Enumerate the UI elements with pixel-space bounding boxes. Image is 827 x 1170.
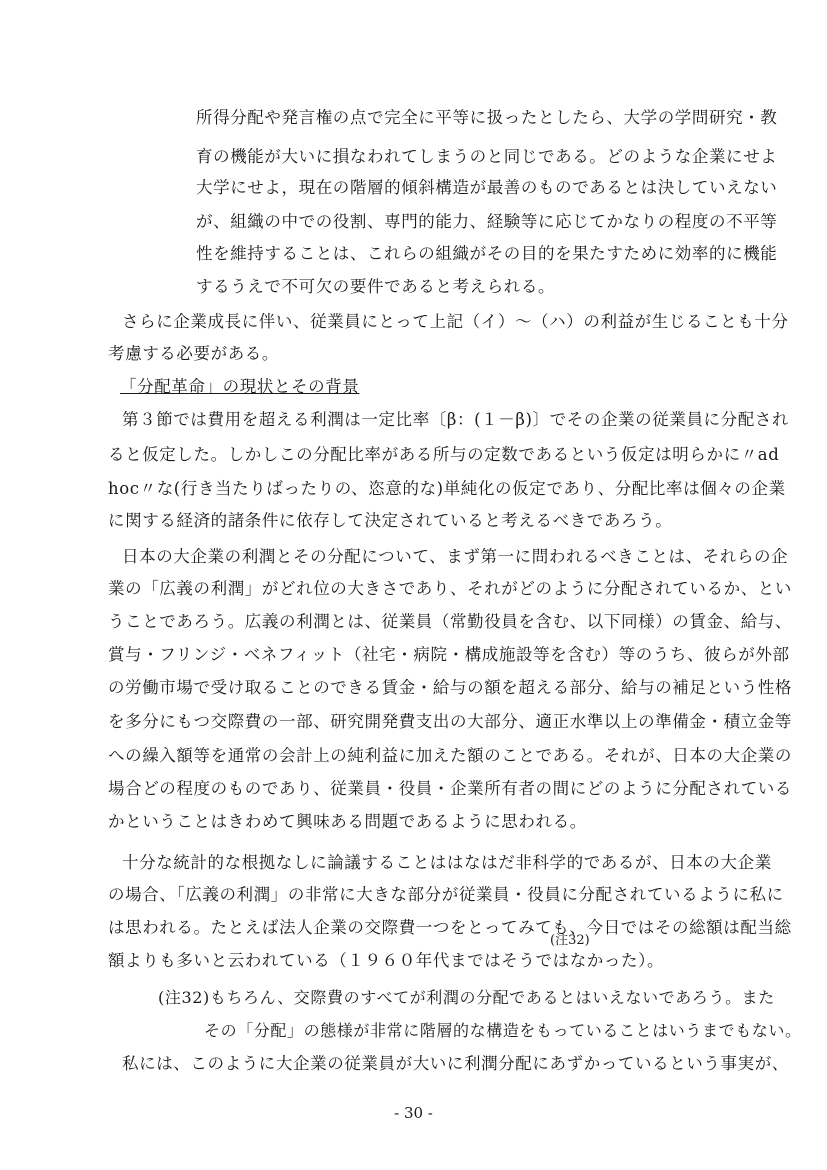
paragraph-line: は思われる。たとえば法人企業の交際費一つをとってみても、今日ではその総額は配当総 — [108, 918, 792, 937]
paragraph-line: 日本の大企業の利潤とその分配について、まず第一に問われるべきことは、それらの企 — [122, 547, 789, 566]
paragraph-line: に関する経済的諸条件に依存して決定されていると考えるべきであろう。 — [108, 511, 673, 530]
paragraph-line: 考慮する必要がある。 — [108, 344, 279, 363]
quote-line: 大学にせよ，現在の階層的傾斜構造が最善のものであるとは決していえない — [196, 178, 778, 197]
paragraph-line: ると仮定した。しかしこの分配比率がある所与の定数であるという仮定は明らかに〃ad — [108, 445, 780, 464]
paragraph-line: 私には、このように大企業の従業員が大いに利潤分配にあずかっているという事実が、 — [122, 1054, 789, 1073]
section-heading: 「分配革命」の現状とその背景 — [120, 377, 360, 396]
quote-line: するうえで不可欠の要件であると考えられる。 — [196, 277, 556, 296]
paragraph-line: の労働市場で受け取ることのできる賃金・給与の額を超える部分、給与の補足という性格 — [108, 678, 792, 697]
paragraph-line: 業の「広義の利潤」がどれ位の大きさであり、それがどのように分配されているか、とい — [108, 579, 792, 598]
quote-line: 性を維持することは、これらの組織がその目的を果たすために効率的に機能 — [196, 244, 778, 263]
quote-line: 所得分配や発言権の点で完全に平等に扱ったとしたら、大学の学問研究・教 — [196, 108, 778, 127]
paragraph-line: 賞与・フリンジ・ベネフィット（社宅・病院・構成施設等を含む）等のうち、彼らが外部 — [108, 645, 790, 664]
paragraph-line: への繰入額等を通常の会計上の純利益に加えた額のことである。それが、日本の大企業の — [108, 746, 792, 765]
paragraph-line: さらに企業成長に伴い、従業員にとって上記（イ）～（ハ）の利益が生じることも十分 — [122, 312, 789, 331]
paragraph-line: 十分な統計的な根拠なしに論議することははなはだ非科学的であるが、日本の大企業 — [122, 853, 772, 872]
quote-line: が、組織の中での役割、専門的能力、経験等に応じてかなりの程度の不平等 — [196, 212, 778, 231]
page-number: - 30 - — [394, 1104, 433, 1122]
paragraph-line: うことであろう。広義の利潤とは、従業員（常勤役員を含む、以下同様）の賃金、給与、 — [108, 612, 792, 631]
footnote-reference: (注32) — [550, 933, 590, 948]
footnote-line: (注32)もちろん、交際費のすべてが利潤の分配であるとはいえないであろう。また — [158, 988, 775, 1007]
paragraph-line: 場合どの程度のものであり、従業員・役員・企業所有者の間にどのように分配されている — [108, 779, 792, 798]
paragraph-line: の場合、「広義の利潤」の非常に大きな部分が従業員・役員に分配されているように私に — [108, 885, 784, 904]
quote-line: 育の機能が大いに損なわれてしまうのと同じである。どのような企業にせよ — [196, 147, 778, 166]
paragraph-line: を多分にもつ交際費の一部、研究開発費支出の大部分、適正水準以上の準備金・積立金等 — [108, 712, 792, 731]
paragraph-line: hoc〃な(行き当たりばったりの、恣意的な)単純化の仮定であり、分配比率は個々の企業 — [108, 479, 786, 498]
footnote-line: その「分配」の態様が非常に階層的な構造をもっていることはいうまでもない。 — [204, 1021, 802, 1040]
paragraph-line: かということはきわめて興味ある問題であるように思われる。 — [108, 812, 587, 831]
paragraph-line: 第３節では費用を超える利潤は一定比率〔β：(１－β)〕でその企業の従業員に分配され — [122, 410, 790, 429]
paragraph-line: 額よりも多いと云われている（１９６０年代まではそうではなかった）。 — [108, 951, 665, 970]
